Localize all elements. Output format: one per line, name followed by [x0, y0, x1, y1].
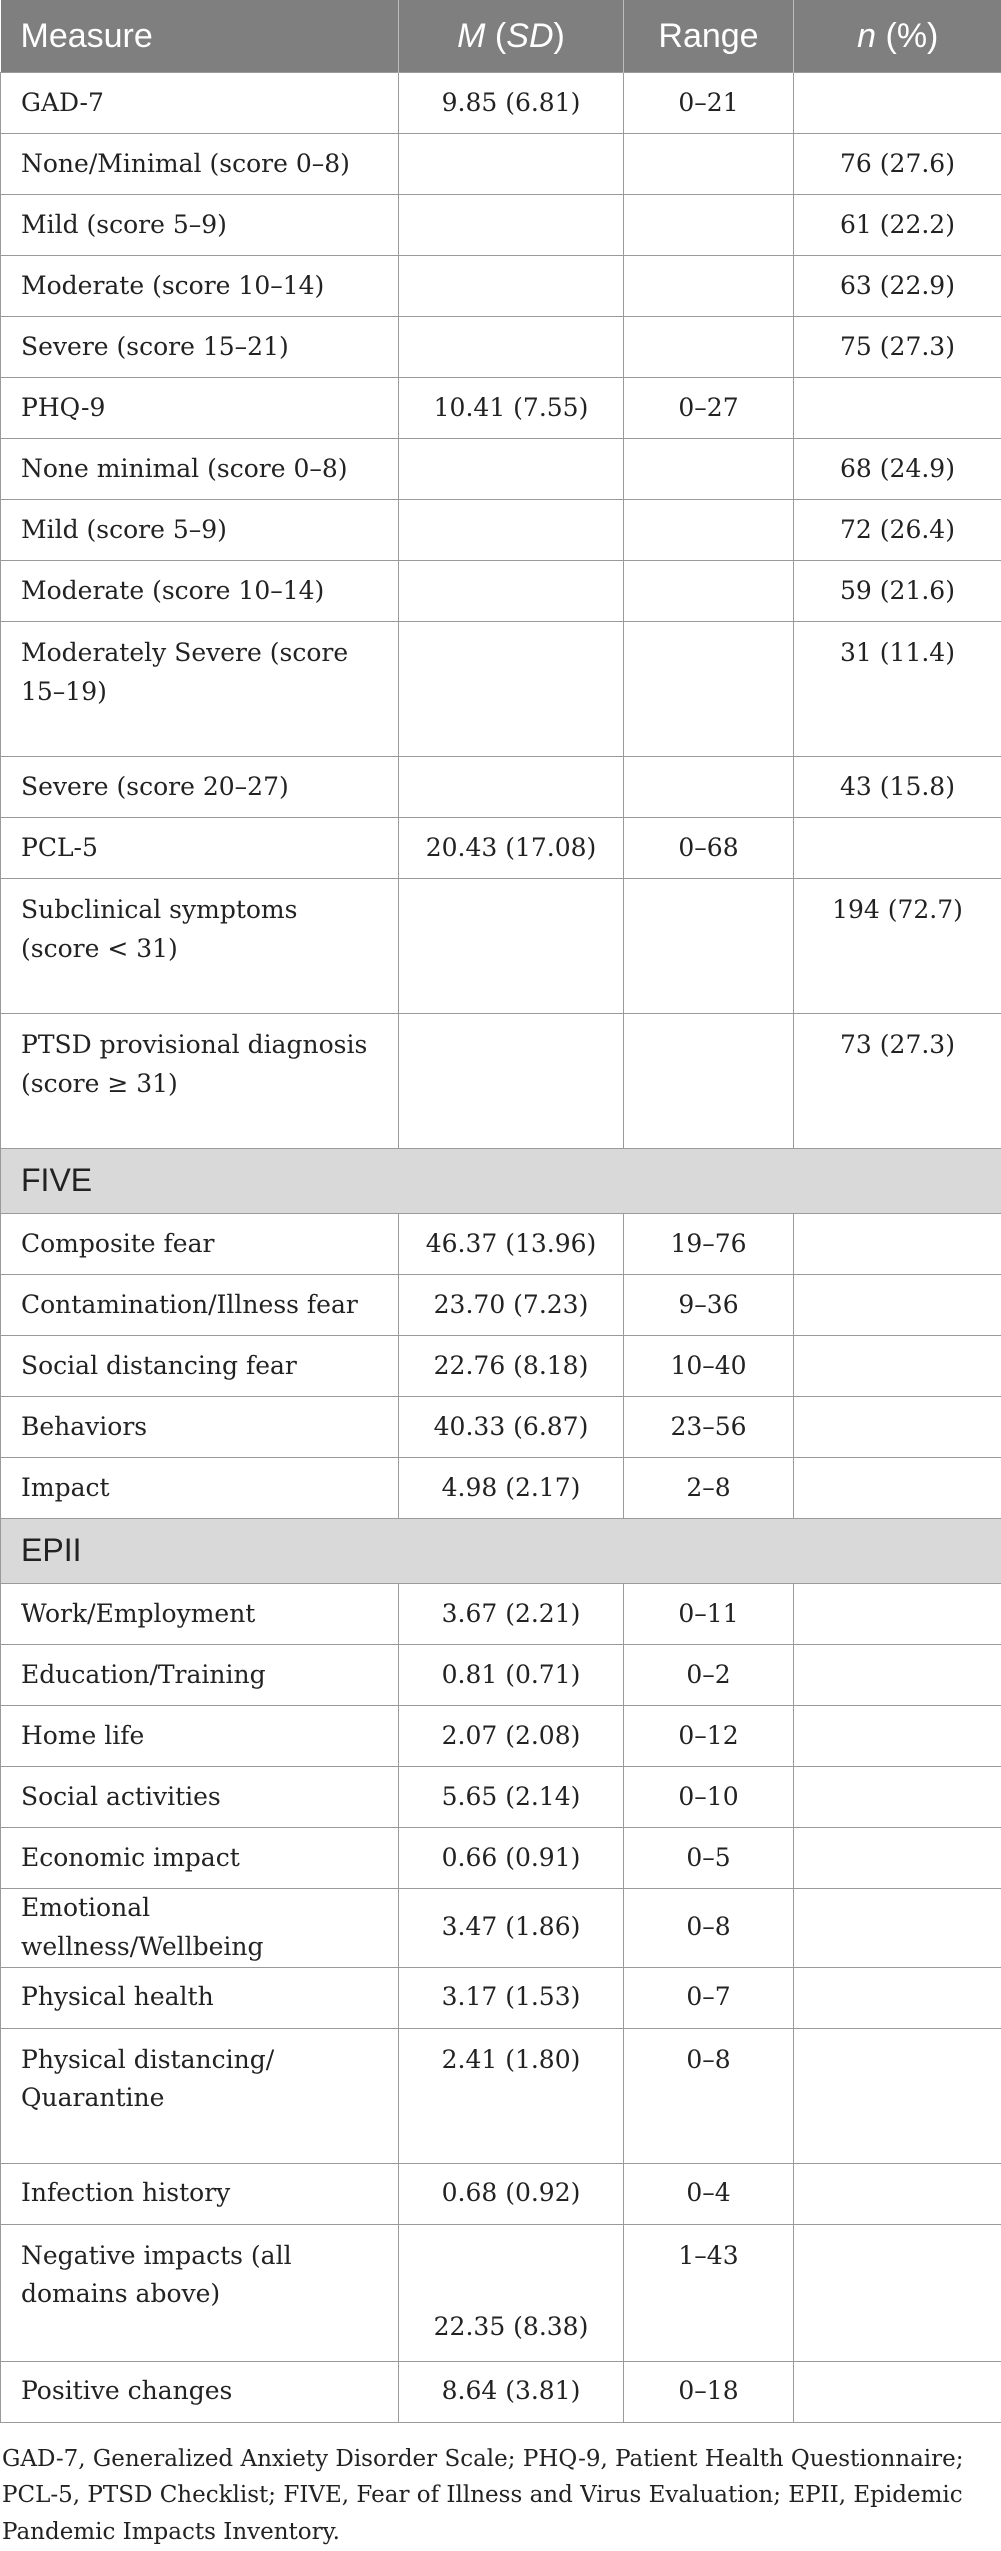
mean-sd-cell [399, 439, 624, 500]
table-row [1, 561, 1001, 622]
mean-sd-cell [399, 317, 624, 378]
measure-cell: Economic impact [1, 1828, 399, 1889]
range-cell: 0–18 [624, 2361, 794, 2422]
table-row [1, 1336, 1001, 1397]
measure-cell: Physical health [1, 1967, 399, 2028]
range-cell: 0–11 [624, 1584, 794, 1645]
n-percent-cell [794, 1767, 1001, 1828]
range-cell: 10–40 [624, 1336, 794, 1397]
range-cell: 0–21 [624, 73, 794, 134]
measure-cell: Social distancing fear [1, 1336, 399, 1397]
table-row [1, 1645, 1001, 1706]
n-percent-cell: 63 (22.9) [794, 256, 1001, 317]
mean-sd-cell: 23.70 (7.23) [399, 1275, 624, 1336]
n-percent-cell: 76 (27.6) [794, 134, 1001, 195]
range-cell: 0–5 [624, 1828, 794, 1889]
table-row [1, 134, 1001, 195]
mean-sd-cell: 3.67 (2.21) [399, 1584, 624, 1645]
measure-cell: Education/Training [1, 1645, 399, 1706]
table-footnote: GAD-7, Generalized Anxiety Disorder Scale; PHQ-9, Patient Health Questionnaire; PCL-5, PTSD Checklist; FIVE, Fear of Illness and Virus Evaluation; EPII, Epidemic Pandemic Impacts Inventory. [0, 2423, 1001, 2551]
range-cell: 0–8 [624, 2028, 794, 2163]
section-label: EPII [1, 1519, 1001, 1584]
mean-sd-cell: 22.76 (8.18) [399, 1336, 624, 1397]
n-percent-cell [794, 1214, 1001, 1275]
mean-sd-cell [399, 134, 624, 195]
mean-sd-cell [399, 256, 624, 317]
range-cell [624, 561, 794, 622]
n-percent-cell [794, 2163, 1001, 2224]
range-cell [624, 317, 794, 378]
range-cell: 1–43 [624, 2224, 794, 2361]
measure-cell: Moderate (score 10–14) [1, 561, 399, 622]
mean-sd-cell: 9.85 (6.81) [399, 73, 624, 134]
range-cell: 0–12 [624, 1706, 794, 1767]
n-percent-cell [794, 818, 1001, 879]
range-cell: 0–68 [624, 818, 794, 879]
section-row [1, 1519, 1001, 1584]
table-row [1, 1967, 1001, 2028]
measure-cell: Home life [1, 1706, 399, 1767]
header-n-percent: n (%) [794, 0, 1001, 73]
range-cell [624, 757, 794, 818]
range-cell: 9–36 [624, 1275, 794, 1336]
header-mean-sd: M (SD) [399, 0, 624, 73]
range-cell [624, 879, 794, 1014]
n-percent-cell: 61 (22.2) [794, 195, 1001, 256]
n-percent-cell [794, 1706, 1001, 1767]
table-row [1, 256, 1001, 317]
measure-cell: Positive changes [1, 2361, 399, 2422]
n-percent-cell [794, 1397, 1001, 1458]
table-row [1, 2028, 1001, 2163]
table-row [1, 378, 1001, 439]
measure-cell: Negative impacts (all domains above) [1, 2224, 399, 2361]
range-cell [624, 134, 794, 195]
table-row [1, 622, 1001, 757]
mean-sd-cell: 0.81 (0.71) [399, 1645, 624, 1706]
table-row [1, 818, 1001, 879]
mean-sd-cell: 0.68 (0.92) [399, 2163, 624, 2224]
section-row [1, 1149, 1001, 1214]
mean-sd-cell: 0.66 (0.91) [399, 1828, 624, 1889]
measure-cell: PHQ-9 [1, 378, 399, 439]
measure-cell: Composite fear [1, 1214, 399, 1275]
measure-cell: Social activities [1, 1767, 399, 1828]
mean-sd-cell: 5.65 (2.14) [399, 1767, 624, 1828]
n-percent-cell [794, 1458, 1001, 1519]
measure-cell: Contamination/Illness fear [1, 1275, 399, 1336]
n-percent-cell [794, 1889, 1001, 1968]
mean-sd-cell: 8.64 (3.81) [399, 2361, 624, 2422]
n-percent-cell: 31 (11.4) [794, 622, 1001, 757]
n-percent-cell: 43 (15.8) [794, 757, 1001, 818]
n-percent-cell [794, 2028, 1001, 2163]
range-cell: 23–56 [624, 1397, 794, 1458]
mean-sd-cell [399, 561, 624, 622]
mean-sd-cell: 3.17 (1.53) [399, 1967, 624, 2028]
range-cell: 0–27 [624, 378, 794, 439]
range-cell: 0–10 [624, 1767, 794, 1828]
measure-cell: Infection history [1, 2163, 399, 2224]
n-percent-cell: 73 (27.3) [794, 1014, 1001, 1149]
table-row [1, 1767, 1001, 1828]
mean-sd-cell: 20.43 (17.08) [399, 818, 624, 879]
table-row [1, 2224, 1001, 2361]
table-row [1, 317, 1001, 378]
header-measure: Measure [1, 0, 399, 73]
n-percent-cell [794, 1967, 1001, 2028]
table-row [1, 1275, 1001, 1336]
table-row [1, 1889, 1001, 1968]
range-cell [624, 622, 794, 757]
table-row [1, 879, 1001, 1014]
mean-sd-cell [399, 757, 624, 818]
range-cell [624, 1014, 794, 1149]
table-row [1, 1397, 1001, 1458]
n-percent-cell [794, 1336, 1001, 1397]
table-row [1, 1014, 1001, 1149]
n-percent-cell [794, 1645, 1001, 1706]
table-row [1, 73, 1001, 134]
range-cell [624, 256, 794, 317]
measure-cell: Behaviors [1, 1397, 399, 1458]
measure-cell: Work/Employment [1, 1584, 399, 1645]
table-body [1, 73, 1001, 2423]
range-cell: 2–8 [624, 1458, 794, 1519]
mean-sd-cell: 3.47 (1.86) [399, 1889, 624, 1968]
table-row [1, 1706, 1001, 1767]
measure-cell: None/Minimal (score 0–8) [1, 134, 399, 195]
n-percent-cell [794, 1828, 1001, 1889]
mean-sd-cell: 2.41 (1.80) [399, 2028, 624, 2163]
measure-cell: Subclinical symptoms (score < 31) [1, 879, 399, 1014]
mean-sd-cell [399, 500, 624, 561]
measure-cell: None minimal (score 0–8) [1, 439, 399, 500]
n-percent-cell: 72 (26.4) [794, 500, 1001, 561]
header-range: Range [624, 0, 794, 73]
table-row [1, 500, 1001, 561]
mean-sd-cell [399, 195, 624, 256]
n-percent-cell [794, 378, 1001, 439]
mean-sd-cell: 10.41 (7.55) [399, 378, 624, 439]
mean-sd-cell: 46.37 (13.96) [399, 1214, 624, 1275]
measure-cell: Moderate (score 10–14) [1, 256, 399, 317]
table-row [1, 1214, 1001, 1275]
table-row [1, 1458, 1001, 1519]
measure-cell: PCL-5 [1, 818, 399, 879]
table-row [1, 1828, 1001, 1889]
measure-cell: Mild (score 5–9) [1, 195, 399, 256]
measure-cell: Moderately Severe (score 15–19) [1, 622, 399, 757]
table-row [1, 439, 1001, 500]
measure-cell: Physical distancing/ Quarantine [1, 2028, 399, 2163]
n-percent-cell: 75 (27.3) [794, 317, 1001, 378]
range-cell [624, 195, 794, 256]
measure-cell: PTSD provisional diagnosis (score ≥ 31) [1, 1014, 399, 1149]
mean-sd-cell: 22.35 (8.38) [399, 2224, 624, 2361]
mean-sd-cell [399, 622, 624, 757]
table-row [1, 2163, 1001, 2224]
measure-cell: Emotional wellness/Wellbeing [1, 1889, 399, 1968]
range-cell: 0–2 [624, 1645, 794, 1706]
n-percent-cell: 68 (24.9) [794, 439, 1001, 500]
range-cell: 0–8 [624, 1889, 794, 1968]
n-percent-cell [794, 2224, 1001, 2361]
range-cell [624, 500, 794, 561]
table-header [1, 0, 1001, 73]
n-percent-cell [794, 1584, 1001, 1645]
measure-cell: GAD-7 [1, 73, 399, 134]
table-row [1, 1584, 1001, 1645]
measure-cell: Severe (score 20–27) [1, 757, 399, 818]
range-cell: 0–7 [624, 1967, 794, 2028]
measure-cell: Impact [1, 1458, 399, 1519]
n-percent-cell [794, 73, 1001, 134]
n-percent-cell [794, 2361, 1001, 2422]
section-label: FIVE [1, 1149, 1001, 1214]
range-cell: 19–76 [624, 1214, 794, 1275]
mean-sd-cell: 4.98 (2.17) [399, 1458, 624, 1519]
measure-cell: Mild (score 5–9) [1, 500, 399, 561]
mean-sd-cell: 40.33 (6.87) [399, 1397, 624, 1458]
table-row [1, 757, 1001, 818]
mean-sd-cell [399, 1014, 624, 1149]
mean-sd-cell: 2.07 (2.08) [399, 1706, 624, 1767]
table-row [1, 195, 1001, 256]
range-cell [624, 439, 794, 500]
mean-sd-cell [399, 879, 624, 1014]
n-percent-cell [794, 1275, 1001, 1336]
range-cell: 0–4 [624, 2163, 794, 2224]
table-row [1, 2361, 1001, 2422]
n-percent-cell: 194 (72.7) [794, 879, 1001, 1014]
measure-cell: Severe (score 15–21) [1, 317, 399, 378]
n-percent-cell: 59 (21.6) [794, 561, 1001, 622]
